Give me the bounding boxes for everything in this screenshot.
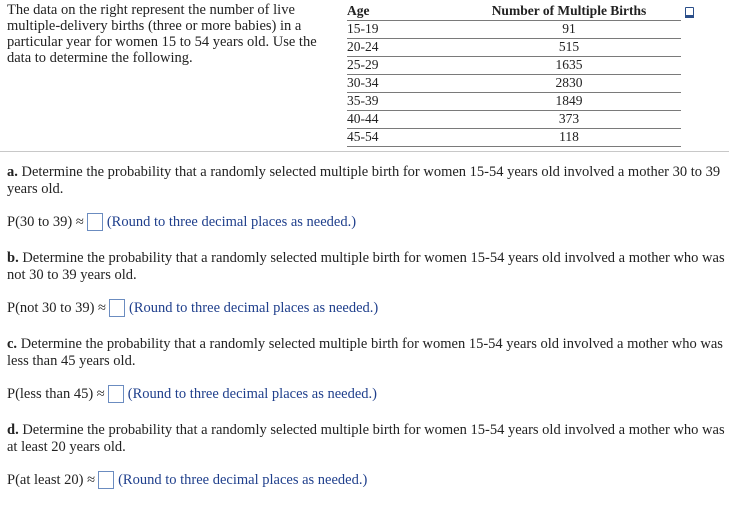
- question-letter: a.: [7, 164, 18, 180]
- births-cell: 91: [562, 21, 576, 36]
- question-d: [7, 422, 727, 455]
- answer-row-a: [7, 213, 356, 231]
- answer-input-c[interactable]: [108, 385, 124, 403]
- question-text: Determine the probability that a randomly selected multiple birth for women 15-54 years old involved a mother who was not 30 to 39 years old.: [7, 250, 725, 283]
- births-cell: 1849: [555, 93, 583, 108]
- question-letter: d.: [7, 422, 19, 438]
- age-cell: 40-44: [347, 111, 379, 126]
- question-letter: b.: [7, 250, 19, 266]
- answer-label: P(less than 45) ≈: [7, 385, 105, 402]
- age-cell: 20-24: [347, 39, 379, 54]
- table-row: [347, 39, 681, 57]
- table-row: [347, 129, 681, 147]
- age-cell: 35-39: [347, 93, 379, 108]
- table-header: [347, 2, 681, 21]
- births-cell: 1635: [555, 57, 583, 72]
- births-table: [347, 2, 681, 147]
- rounding-hint: (Round to three decimal places as needed.): [106, 213, 357, 230]
- rounding-hint: (Round to three decimal places as needed.): [127, 385, 377, 402]
- answer-row-d: [7, 471, 367, 489]
- table-row: [347, 57, 681, 75]
- rounding-hint: (Round to three decimal places as needed.): [129, 299, 379, 316]
- section-divider: [0, 151, 729, 152]
- answer-row-c: [7, 385, 377, 403]
- births-cell: 2830: [555, 75, 583, 90]
- births-cell: 515: [558, 39, 580, 54]
- question-text: Determine the probability that a randomly selected multiple birth for women 15-54 years old involved a mother who was at least 20 years old.: [7, 422, 725, 455]
- answer-input-b[interactable]: [109, 299, 125, 317]
- question-a: [7, 164, 727, 197]
- table-row: [347, 75, 681, 93]
- answer-row-b: [7, 299, 378, 317]
- table-row: [347, 93, 681, 111]
- question-b: [7, 250, 727, 283]
- age-cell: 45-54: [347, 129, 379, 144]
- answer-input-d[interactable]: [98, 471, 114, 489]
- rounding-hint: (Round to three decimal places as needed.): [118, 471, 368, 488]
- age-cell: 25-29: [347, 57, 379, 72]
- births-cell: 373: [558, 111, 580, 126]
- question-c: [7, 336, 727, 369]
- table-row: [347, 21, 681, 39]
- age-cell: 30-34: [347, 75, 379, 90]
- question-text: Determine the probability that a randomly selected multiple birth for women 15-54 years old involved a mother who was less than 45 years old.: [7, 336, 723, 369]
- answer-input-a[interactable]: [87, 213, 103, 231]
- answer-label: P(30 to 39) ≈: [7, 213, 84, 230]
- answer-label: P(at least 20) ≈: [7, 471, 96, 488]
- header-births: Number of Multiple Births: [491, 3, 647, 18]
- question-text: Determine the probability that a randomly selected multiple birth for women 15-54 years old involved a mother 30 to 39 years old.: [7, 164, 721, 197]
- header-age: Age: [347, 3, 370, 18]
- answer-label: P(not 30 to 39) ≈: [7, 299, 106, 316]
- intro-text: The data on the right represent the number of live multiple-delivery births (three or more babies) in a particular year for women 15 to 54 years old. Use the data to determine the following.: [7, 2, 317, 66]
- age-cell: 15-19: [347, 21, 379, 36]
- question-letter: c.: [7, 336, 18, 352]
- copy-table-icon[interactable]: [685, 7, 694, 16]
- table-row: [347, 111, 681, 129]
- births-cell: 118: [559, 129, 579, 144]
